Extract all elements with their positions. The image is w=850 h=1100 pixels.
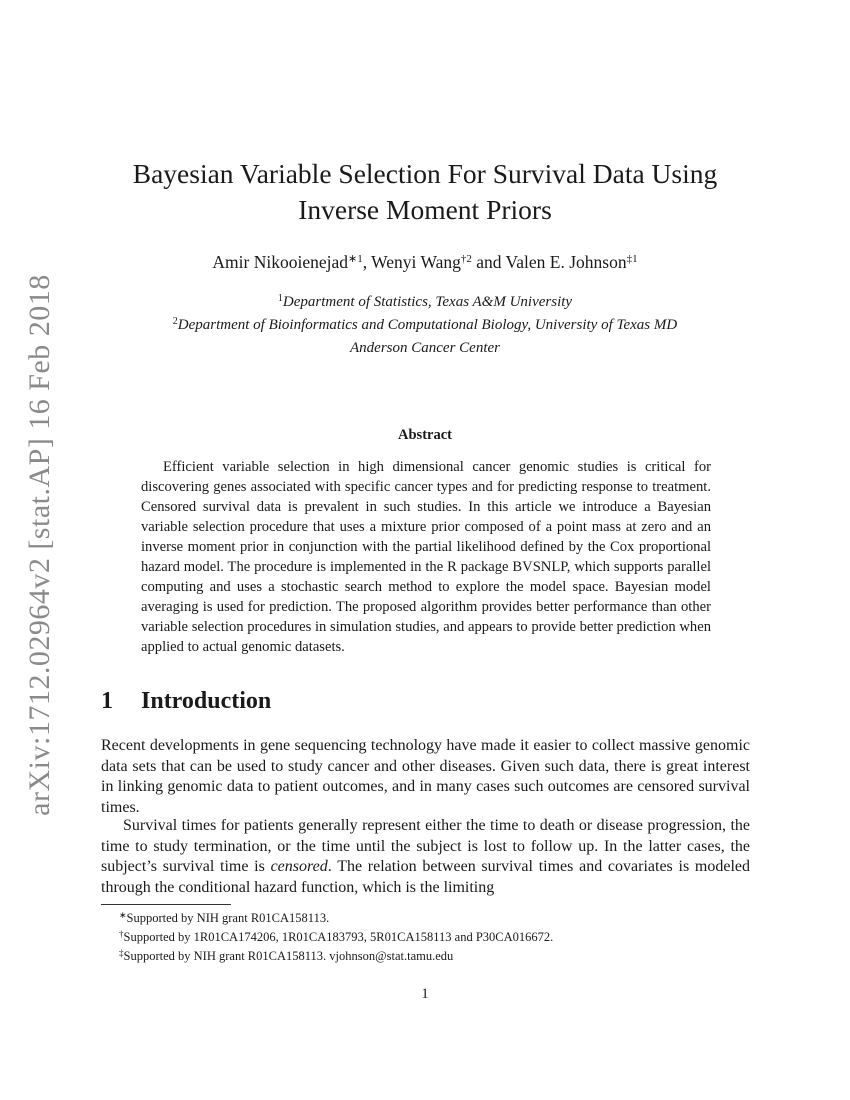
paragraph: Recent developments in gene sequencing technology have made it easier to collect massive genomic data sets that can be used to study cancer and other diseases. Given such data, there is great interest in linking genomic data to patient outcomes, and in many cases such outcomes are censored survival times. [101,737,750,817]
footnote-text: Supported by NIH grant R01CA158113. [126,911,330,925]
footnote-text: Supported by NIH grant R01CA158113. vjohnson@stat.tamu.edu [123,949,454,963]
title-line-1: Bayesian Variable Selection For Survival Data Using [132,158,718,189]
footnote [101,945,751,964]
footnote-mark: † [119,929,124,939]
author-separator: and [471,252,506,272]
footnote-divider [101,904,231,905]
footnote-mark: ∗ [119,910,127,920]
emphasized-term: censored [270,858,328,876]
author-separator: , [362,252,372,272]
author-name: Amir Nikooienejad [212,252,348,272]
paragraph-text: Survival times for patients generally represent either the time to death or disease progression, the time to study termination, or the time until the subject is lost to follow up. In the latter cases, the subject’s survival time is [101,817,750,876]
paper-title [100,156,750,228]
abstract-text: Efficient variable selection in high dimensional cancer genomic studies is critical for discovering genes associated with specific cancer types and for predicting response to treatment. Censored survival data is prevalent in such studies. In this article we introduce a Bayesian variable selection procedure that uses a mixture prior composed of a point mass at zero and an inverse moment prior in conjunction with the partial likelihood defined by the Cox proportional hazard model. The procedure is implemented in the R package BVSNLP, which supports parallel computing and uses a stochastic search method to explore the model space. Bayesian model averaging is used for prediction. The proposed algorithm provides better performance than other variable selection procedures in simulation studies, and appears to provide better prediction when applied to actual genomic datasets. [141,459,711,655]
author-marks: ∗1 [348,253,363,265]
footnote-text: Supported by 1R01CA174206, 1R01CA183793, 5R01CA158113 and P30CA016672. [123,930,554,944]
page-number: 1 [421,986,429,1002]
paragraph [101,816,750,899]
footnote [101,907,751,926]
author-name: Valen E. Johnson [505,252,627,272]
affiliation [100,312,750,335]
author-marks: †2 [460,253,472,265]
affiliation-list [100,289,750,358]
footnote [101,926,751,945]
section-number: 1 [101,688,113,714]
affiliation [100,289,750,312]
affiliation-text: Department of Statistics, Texas A&M University [282,294,573,310]
footnote-list [101,907,751,964]
title-line-2: Inverse Moment Priors [298,194,552,225]
affiliation-text: Anderson Cancer Center [350,340,500,356]
affiliation-number: 1 [277,293,283,304]
footnote-mark: ‡ [119,948,124,958]
author-list [100,252,750,273]
affiliation [100,335,750,358]
abstract-heading: Abstract [398,427,452,443]
affiliation-text: Department of Bioinformatics and Computational Biology, University of Texas MD [177,317,678,333]
paragraph-text: . The relation between survival times and covariates is modeled through the conditional hazard function, which is the limiting [101,858,751,897]
author-marks: ‡1 [626,253,638,265]
arxiv-identifier-stamp: arXiv:1712.02964v2 [stat.AP] 16 Feb 2018 [23,274,56,816]
section-heading [101,688,271,715]
author-name: Wenyi Wang [371,252,461,272]
affiliation-number: 2 [172,316,178,327]
section-title: Introduction [141,688,272,714]
